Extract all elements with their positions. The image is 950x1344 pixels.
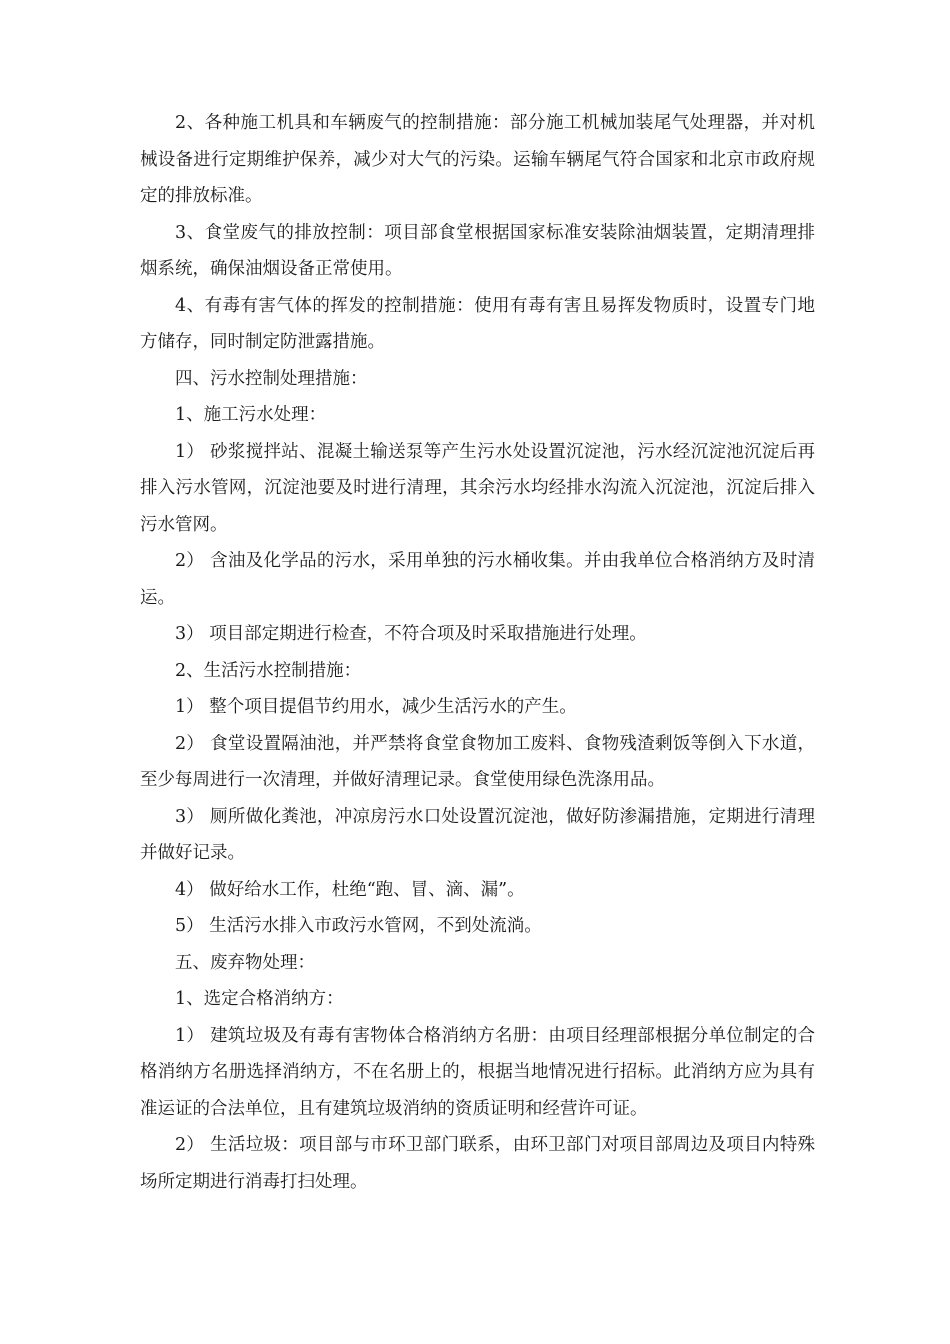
list-item: 4） 做好给水工作，杜绝“跑、冒、滴、漏”。 [175, 879, 525, 900]
list-item: 1） 建筑垃圾及有毒有害物体合格消纳方名册：由项目经理部根据分单位制定的合格消纳方名册选择消纳方，不在名册上的，根据当地情况进行招标。此消纳方应为具有准运证的合法单位，且有建筑垃圾消纳的资质证明和经营许可证。 [140, 1025, 815, 1119]
list-item: 3） 项目部定期进行检查，不符合项及时采取措施进行处理。 [175, 624, 647, 644]
paragraph-toxic-gas: 4、有毒有害气体的挥发的控制措施：使用有毒有害且易挥发物质时，设置专门地方储存，同时制定防泄露措施。 [140, 295, 815, 352]
document-body [140, 105, 815, 1200]
section-heading-waste: 五、废弃物处理： [175, 952, 315, 973]
list-item: 3） 厕所做化粪池，冲凉房污水口处设置沉淀池，做好防渗漏措施，定期进行清理并做好记录。 [140, 806, 815, 863]
subheading-domestic-wastewater: 2、生活污水控制措施： [175, 660, 362, 681]
list-item: 2） 生活垃圾：项目部与市环卫部门联系，由环卫部门对项目部周边及项目内特殊场所定期进行消毒打扫处理。 [140, 1135, 815, 1192]
section-heading-wastewater: 四、污水控制处理措施： [175, 368, 368, 389]
list-item: 1） 砂浆搅拌站、混凝土输送泵等产生污水处设置沉淀池，污水经沉淀池沉淀后再排入污水管网，沉淀池要及时进行清理，其余污水均经排水沟流入沉淀池，沉淀后排入污水管网。 [140, 441, 815, 535]
paragraph-canteen-exhaust: 3、食堂废气的排放控制：项目部食堂根据国家标准安装除油烟装置，定期清理排烟系统，确保油烟设备正常使用。 [140, 222, 815, 279]
list-item: 5） 生活污水排入市政污水管网，不到处流淌。 [175, 916, 542, 936]
paragraph-exhaust-control: 2、各种施工机具和车辆废气的控制措施：部分施工机械加装尾气处理器，并对机械设备进行定期维护保养，减少对大气的污染。运输车辆尾气符合国家和北京市政府规定的排放标准。 [140, 113, 815, 206]
subheading-construction-wastewater: 1、施工污水处理： [175, 405, 327, 425]
list-item: 2） 食堂设置隔油池，并严禁将食堂食物加工废料、食物残渣剩饭等倒入下水道，至少每周进行一次清理，并做好清理记录。食堂使用绿色洗涤用品。 [140, 733, 815, 790]
list-item: 2） 含油及化学品的污水，采用单独的污水桶收集。并由我单位合格消纳方及时清运。 [140, 551, 815, 608]
subheading-disposal-contractor: 1、选定合格消纳方： [175, 989, 344, 1009]
list-item: 1） 整个项目提倡节约用水，减少生活污水的产生。 [175, 697, 577, 717]
